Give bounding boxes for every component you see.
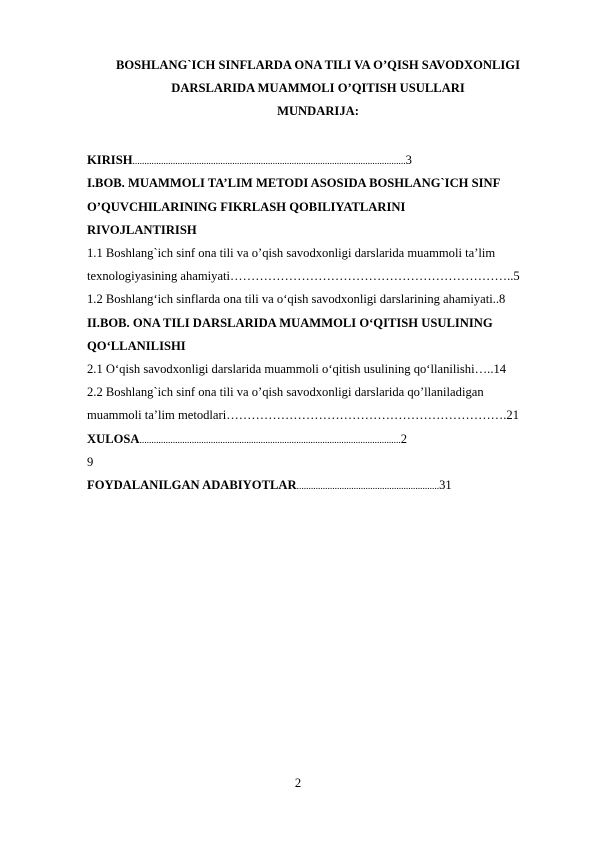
toc-page-number: 3: [405, 153, 412, 167]
toc-leader-dots: ...................................................................................................................: [132, 157, 406, 167]
toc-page-number: 2: [400, 432, 408, 446]
toc-leader-dots: ............................................................: [296, 482, 440, 492]
toc-entry-label: XULOSA: [87, 432, 140, 446]
toc-section-2-1[interactable]: 2.1 O‘qish savodxonligi darslarida muammoli o‘qitish usulining qo‘llanilishi…..14: [87, 362, 507, 376]
toc-section-1-1-line-1[interactable]: 1.1 Boshlang`ich sinf ona tili va o’qish savodxonligi darslarida muammoli ta’lim: [87, 246, 496, 260]
toc-section-1-1-line-2[interactable]: texnologiyasining ahamiyati…………………………………………………………..5: [87, 269, 520, 283]
page-number: 2: [294, 776, 302, 790]
toc-chapter-2-line-2[interactable]: QO‘LLANILISHI: [87, 339, 186, 353]
toc-page-number-continued: 9: [87, 455, 94, 469]
toc-section-2-2-line-2[interactable]: muammoli ta’lim metodlari………………………………………………………….21: [87, 408, 520, 422]
toc-section-1-2[interactable]: 1.2 Boshlang‘ich sinflarda ona tili va o‘qish savodxonligi darslarining ahamiyati..8: [87, 292, 506, 306]
toc-entry-xulosa[interactable]: [87, 430, 407, 450]
toc-leader-dots: ..............................................................................................................: [139, 436, 401, 446]
toc-entry-bibliography[interactable]: [87, 476, 452, 496]
document-title-line-1: BOSHLANG`ICH SINFLARDA ONA TILI VA O’QISH SAVODXONLIGI: [115, 58, 521, 72]
toc-heading: MUNDARIJA:: [277, 104, 359, 118]
toc-page-number: 31: [439, 478, 452, 492]
toc-entry-label: KIRISH: [87, 153, 133, 167]
toc-chapter-2-line-1[interactable]: II.BOB. ONA TILI DARSLARIDA MUAMMOLI O‘QITISH USULINING: [87, 316, 493, 330]
toc-chapter-1-line-2[interactable]: O’QUVCHILARINING FIKRLASH QOBILIYATLARINI: [87, 200, 406, 214]
toc-section-2-2-line-1[interactable]: 2.2 Boshlang`ich sinf ona tili va o’qish savodxonligi darslarida qo’llaniladigan: [87, 385, 484, 399]
document-title-line-2: DARSLARIDA MUAMMOLI O’QITISH USULLARI: [171, 81, 465, 95]
toc-chapter-1-line-1[interactable]: I.BOB. MUAMMOLI TA’LIM METODI ASOSIDA BOSHLANG`ICH SINF: [87, 176, 501, 190]
toc-entry-kirish[interactable]: [87, 151, 412, 171]
toc-chapter-1-line-3[interactable]: RIVOJLANTIRISH: [87, 223, 197, 237]
toc-entry-label: FOYDALANILGAN ADABIYOTLAR: [87, 478, 297, 492]
